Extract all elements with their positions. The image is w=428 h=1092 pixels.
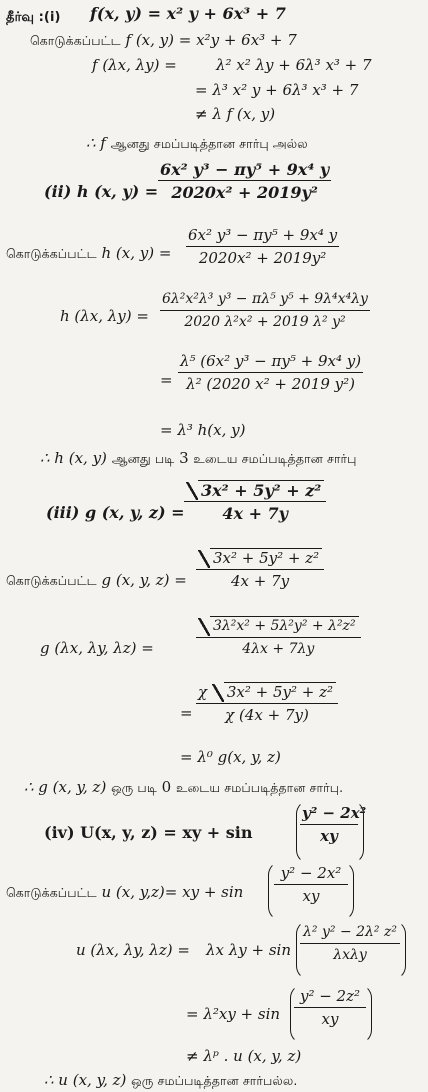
radicand: 3x² + 5y² + z² xyxy=(224,682,336,702)
sqrt-symbol xyxy=(212,682,336,702)
degree-number: 3 xyxy=(179,449,189,467)
numerator xyxy=(196,682,338,702)
part-ii-given-fraction xyxy=(186,226,339,268)
part-iv-given xyxy=(6,882,243,903)
part-ii-denominator: 2020x² + 2019y² xyxy=(171,183,318,202)
fraction-bar xyxy=(294,1007,366,1008)
denominator: χ (4x + 7y) xyxy=(225,706,309,724)
part-ii-conclusion xyxy=(40,448,357,469)
denominator: 2020x² + 2019y² xyxy=(198,249,327,267)
part-ii-lambda-lhs: h (λx, λy) = xyxy=(60,307,149,325)
part-i-given xyxy=(30,30,297,51)
part-iii-fraction xyxy=(184,480,326,523)
denominator: xy xyxy=(321,1010,339,1028)
fraction-bar xyxy=(178,372,363,373)
given-label: கொடுக்கப்பட்ட xyxy=(6,246,97,261)
given-lhs: g (x, y, z) = xyxy=(101,571,187,589)
fraction-bar xyxy=(184,501,326,502)
denominator: λ² (2020 x² + 2019 y²) xyxy=(186,375,356,393)
conclusion-text-2: உடைய சமப்படித்தான சார்பு. xyxy=(176,780,344,795)
fraction-bar xyxy=(274,884,348,885)
conclusion-text: ஒரு படி xyxy=(111,780,157,795)
heading-text: தீர்வு :(i) xyxy=(6,10,61,25)
numerator: y² − 2x² xyxy=(302,804,367,822)
conclusion-symbol: ∴ f xyxy=(86,134,106,152)
numerator xyxy=(184,480,326,500)
given-label: கொடுக்கப்பட்ட xyxy=(6,885,97,900)
given-label: கொடுக்கப்பட்ட xyxy=(6,573,97,588)
numerator: y² − 2z² xyxy=(299,987,361,1005)
part-iii-label: (iii) g (x, y, z) = xyxy=(46,503,185,522)
conclusion-text: ஒரு சமப்படித்தான சார்பல்ல. xyxy=(131,1073,298,1088)
part-iii-given-fraction xyxy=(196,548,324,591)
given-expression: f (x, y) = x²y + 6x³ + 7 xyxy=(125,31,297,49)
denominator: xy xyxy=(320,827,338,845)
conclusion-text: ஆனது படி xyxy=(111,451,175,466)
fraction-bar xyxy=(196,569,324,570)
sqrt-symbol xyxy=(198,616,359,636)
conclusion-text-2: உடைய சமப்படித்தான சார்பு xyxy=(193,451,357,466)
numerator: λ² y² − 2λ² z² xyxy=(303,924,397,940)
numerator: 6λ²x²λ³ y³ − πλ⁵ y⁵ + 9λ⁴x⁴λy xyxy=(162,291,368,307)
conclusion-symbol: ∴ h (x, y) xyxy=(40,449,107,467)
part-i-not-equal: ≠ λ f (x, y) xyxy=(195,105,276,123)
part-ii-label: (ii) h (x, y) = xyxy=(44,182,159,201)
part-iv-conclusion xyxy=(44,1070,297,1091)
chi-factor: χ xyxy=(198,683,208,701)
given-label: கொடுக்கப்பட்ட xyxy=(30,33,121,48)
fraction-bar xyxy=(196,637,361,638)
part-ii-numerator: 6x² y³ − πy⁵ + 9x⁴ y xyxy=(160,160,330,179)
given-lhs: h (x, y) = xyxy=(101,244,172,262)
part-iii-lambda-fraction xyxy=(196,616,361,659)
part-iii-result: = λ⁰ g(x, y, z) xyxy=(180,748,281,766)
fraction-bar xyxy=(158,180,331,181)
numerator xyxy=(196,548,324,568)
part-iv-fraction xyxy=(300,804,367,846)
radicand: 3x² + 5y² + z² xyxy=(210,548,322,568)
denominator: λxλy xyxy=(333,947,367,963)
part-ii-lambda-fraction xyxy=(160,290,370,332)
denominator: 4x + 7y xyxy=(222,504,288,523)
part-iv-not-equal: ≠ λᵖ . u (x, y, z) xyxy=(186,1047,302,1065)
part-ii-given xyxy=(6,243,171,264)
given-lhs: u (x, y,z)= xy + sin xyxy=(101,883,244,901)
conclusion-symbol: ∴ g (x, y, z) xyxy=(24,778,107,796)
part-iv-lambda-lhs: u (λx, λy, λz) = xyxy=(76,941,190,959)
numerator: 6x² y³ − πy⁵ + 9x⁴ y xyxy=(188,226,338,244)
solution-heading xyxy=(6,6,61,28)
conclusion-symbol: ∴ u (x, y, z) xyxy=(44,1071,127,1089)
numerator: λ⁵ (6x² y³ − πy⁵ + 9x⁴ y) xyxy=(180,352,362,370)
radicand: 3λ²x² + 5λ²y² + λ²z² xyxy=(210,616,359,636)
part-iii-equals: = xyxy=(180,704,193,722)
part-iii-given xyxy=(6,570,187,591)
part-i-function: f(x, y) = x² y + 6x³ + 7 xyxy=(90,4,286,23)
part-iv-lambda-mid: λx λy + sin xyxy=(206,941,291,959)
part-ii-fraction xyxy=(158,160,331,202)
part-iv-given-fraction xyxy=(274,864,348,906)
degree-number: 0 xyxy=(161,778,172,796)
part-ii-result: = λ³ h(x, y) xyxy=(160,421,246,439)
fraction-bar xyxy=(186,246,339,247)
conclusion-text: ஆனது சமப்படித்தான சார்பு அல்ல xyxy=(110,136,308,151)
part-i-conclusion xyxy=(86,133,308,154)
part-iii-factored-fraction xyxy=(196,682,338,725)
part-iv-step-fraction xyxy=(294,987,366,1029)
sqrt-symbol xyxy=(186,480,324,500)
denominator: xy xyxy=(302,887,320,905)
fraction-bar xyxy=(160,310,370,311)
denominator: 2020 λ²x² + 2019 λ² y² xyxy=(184,314,346,330)
part-iii-conclusion xyxy=(24,777,343,798)
part-i-lambda-lhs: f (λx, λy) = xyxy=(92,56,177,74)
part-iv-step: = λ²xy + sin xyxy=(186,1005,281,1023)
sqrt-symbol xyxy=(198,548,322,568)
part-iv-label: (iv) U(x, y, z) = xy + sin xyxy=(44,823,253,842)
part-iii-lambda-lhs: g (λx, λy, λz) = xyxy=(40,639,154,657)
fraction-bar xyxy=(300,943,400,944)
fraction-bar xyxy=(196,703,338,704)
fraction-bar xyxy=(300,824,358,825)
part-i-lambda-rhs: λ² x² λy + 6λ³ x³ + 7 xyxy=(216,56,372,74)
numerator: y² − 2x² xyxy=(280,864,342,882)
part-i-step: = λ³ x² y + 6λ³ x³ + 7 xyxy=(195,81,359,99)
part-ii-equals: = xyxy=(160,371,173,389)
denominator: 4λx + 7λy xyxy=(242,641,315,657)
radicand: 3x² + 5y² + z² xyxy=(198,480,324,500)
part-ii-factored-fraction xyxy=(178,352,363,394)
denominator: 4x + 7y xyxy=(231,572,290,590)
numerator xyxy=(196,616,361,636)
part-iv-lambda-fraction xyxy=(300,923,400,965)
